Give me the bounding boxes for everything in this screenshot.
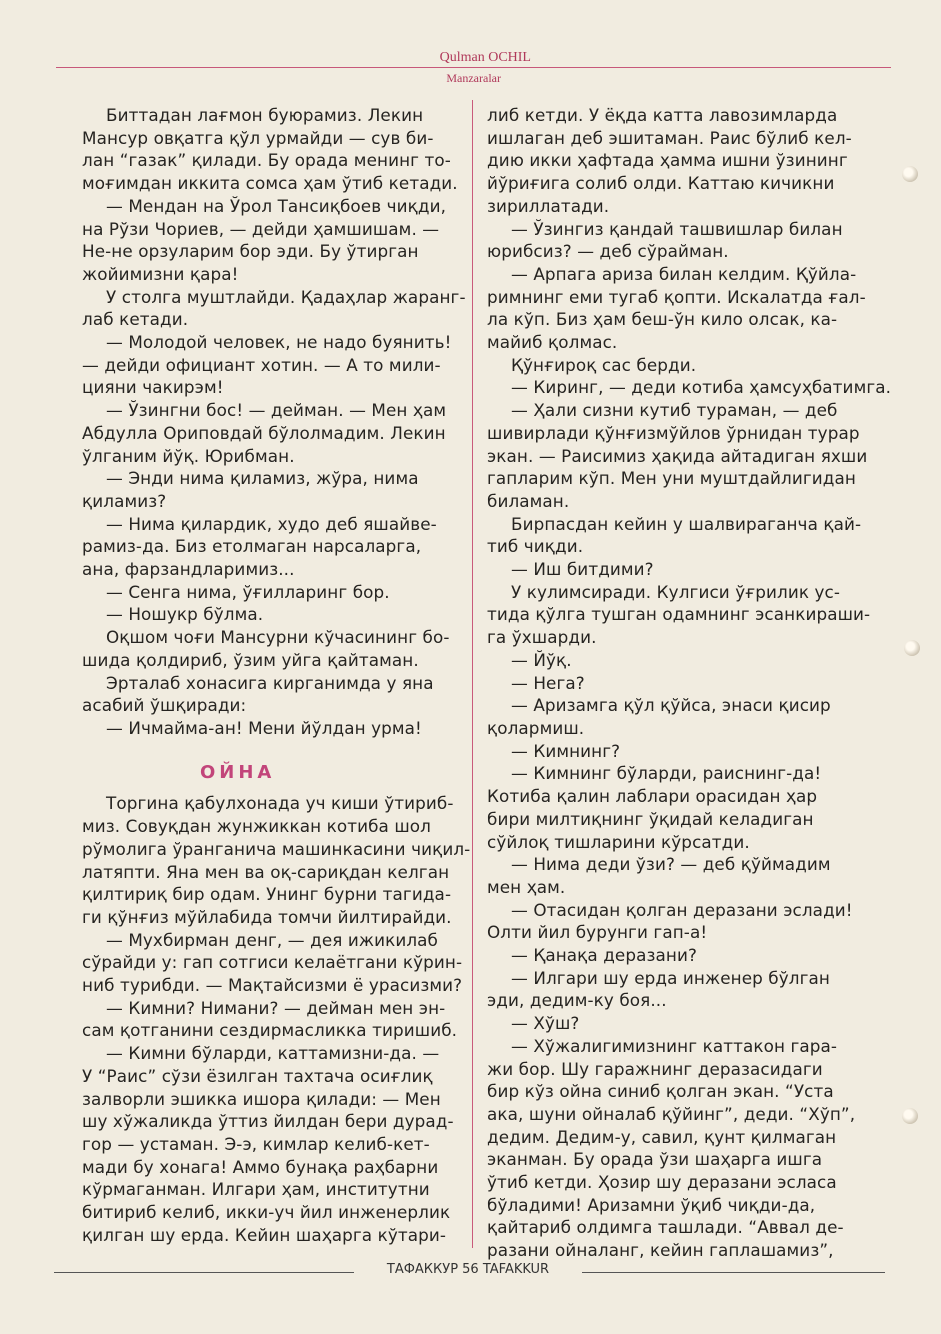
footer-rule-right [582,1272,885,1273]
text-line: Олти йил бурунги гап-а! [487,922,708,943]
text-line: бўладими! Аризамни ўқиб чиқди-да, [487,1194,816,1215]
text-line: сўйлоқ тишларини кўрсатди. [487,831,750,852]
text-line: — Нега? [511,672,585,693]
text-line: ана, фарзандларимиз... [82,559,295,580]
text-line: Бирпасдан кейин у шалвираганча қай- [511,513,862,534]
text-line: — Отасидан қолган деразани эслади! [511,899,853,920]
text-line: Торгина қабулхонада уч киши ўтириб- [106,793,454,814]
left-column-text-b [82,792,471,1246]
text-line: тида қўлга тушган одамнинг эсанкираши- [487,604,871,625]
text-line: асабий ўшқиради: [82,695,247,716]
text-line: биламан. [487,490,570,511]
text-line: қилган шу ерда. Кейин шаҳарга кўтари- [82,1224,447,1245]
text-line: ниб турибди. — Мақтайсизми ё урасизми? [82,975,463,996]
text-line: миз. Совуқдан жунжиккан котиба шол [82,816,431,837]
text-line: гапларим кўп. Мен уни муштдайлигидан [487,468,856,489]
text-line: — Ичмайма-ан! Мени йўлдан урма! [106,717,422,738]
text-line: — Кимнинг? [511,740,621,761]
right-column-text [487,104,892,1262]
text-line: латяпти. Яна мен ва оқ-сариқдан келган [82,861,450,882]
text-line: — Мендан на Ўрол Тансиқбоев чиқди, [106,195,447,216]
text-line: гор — устаман. Э-э, кимлар келиб-кет- [82,1133,430,1154]
text-line: Котиба қалин лаблари орасидан ҳар [487,786,818,807]
text-line: йўриғига солиб олди. Каттаю кичикни [487,173,835,194]
text-line: — Аризамга қўл қўйса, энаси қисир [511,695,831,716]
text-line: — Кимни бўларди, каттамизни-да. — [106,1043,440,1064]
text-line: ги қўнғиз мўйлабида томчи йилтирайди. [82,906,452,927]
text-line: га ўхшарди. [487,627,597,648]
text-line: — Ўзингни бос! — дейман. — Мен ҳам [106,400,447,421]
binder-hole-icon [904,640,920,656]
text-line: қолармиш. [487,717,585,738]
text-line: майиб қолмас. [487,332,618,353]
text-line: шу хўжаликда ўттиз йилдан бери дурад- [82,1111,454,1132]
text-line: Мансур овқатга қўл урмайди — сув би- [82,127,434,148]
header-rule [56,67,891,68]
text-line: жи бор. Шу гаражнинг деразасидаги [487,1058,823,1079]
text-line: эди, дедим-ку боя... [487,990,667,1011]
text-line: — Нима қилардик, худо деб яшайве- [106,513,437,534]
text-line: ака, шуни ойналаб қўйинг”, деди. “Хўп”, [487,1103,856,1124]
text-line: битириб келиб, икки-уч йил инженерлик [82,1202,451,1223]
text-line: — Кимнинг бўларди, раиснинг-да! [511,763,822,784]
column-divider [472,100,473,1248]
text-line: ишлаган деб эшитаман. Раис бўлиб кел- [487,127,852,148]
text-line: — Молодой человек, не надо буянить! [106,332,452,353]
text-line: мади бу хонага! Аммо бунақа раҳбарни [82,1156,439,1177]
header-section: Manzaralar [446,71,501,85]
text-line: лаб кетади. [82,309,189,330]
text-line: — Хўжалигимизнинг каттакон гара- [511,1035,838,1056]
text-line: — Хўш? [511,1013,580,1034]
text-line: на Рўзи Чориев, — дейди ҳамшишам. — [82,218,440,239]
text-line: мен ҳам. [487,876,566,897]
footer-page-label: ТАФАККУР 56 TAFAKKUR [386,1262,550,1277]
text-line: ўтиб кетди. Ҳозир шу деразани эсласа [487,1172,837,1193]
text-line: ла кўп. Биз ҳам беш-ўн кило олсак, ка- [487,309,838,330]
text-line: — Мухбирман денг, — дея ижикилаб [106,929,438,950]
text-line: У “Раис” сўзи ёзилган тахтача осиғлиқ [82,1065,433,1086]
text-line: Не-не орзуларим бор эди. Бу ўтирган [82,241,419,262]
right-column [487,104,892,1262]
text-line: — Йўқ. [511,649,572,670]
text-line: юрибсиз? — деб сўрайман. [487,241,729,262]
text-line: Қўнғироқ сас берди. [511,354,697,375]
binder-hole-icon [902,166,918,182]
text-line: — Энди нима қиламиз, жўра, нима [106,468,419,489]
text-line: — Ўзингиз қандай ташвишлар билан [511,218,843,239]
text-line: зириллатади. [487,195,610,216]
text-line: бири милтиқнинг ўқидай келадиган [487,808,814,829]
text-line: — дейди официант хотин. — А то мили- [82,354,441,375]
text-line: кўрмаганман. Илгари ҳам, институтни [82,1179,430,1200]
text-line: сўрайди у: гап сотгиси келаётгани кўрин- [82,952,463,973]
text-line: — Илгари шу ерда инженер бўлган [511,967,830,988]
text-line: тиб чиқди. [487,536,584,557]
text-line: Абдулла Ориповдай бўлолмадим. Лекин [82,422,446,443]
section-title: ОЙНА [200,761,276,783]
text-line: — Қанақа деразани? [511,945,697,966]
text-line: сам қотганини сездирмасликка тиришиб. [82,1020,458,1041]
text-line: рўмолига ўранганича машинкасини чиқил- [82,838,471,859]
text-line: Эрталаб хонасига кирганимда у яна [106,672,434,693]
text-line: бир кўз ойна синиб қолган экан. “Уста [487,1081,834,1102]
binder-hole-icon [902,1108,918,1124]
text-line: экан. — Раисимиз ҳақида айтадиган яхши [487,445,868,466]
text-line: залворли эшикка ишора қилади: — Мен [82,1088,441,1109]
text-line: ўлганим йўқ. Юрибман. [82,445,295,466]
text-line: лан “газак” қилади. Бу орада менинг то- [82,150,451,171]
text-line: қиламиз? [82,490,167,511]
text-line: шивирлади қўнғизмўйлов ўрнидан турар [487,422,860,443]
footer-rule-left [54,1272,354,1273]
text-line: — Ношукр бўлма. [106,604,264,625]
text-line: — Иш битдими? [511,559,654,580]
text-line: рамиз-да. Биз етолмаган нарсаларга, [82,536,422,557]
text-line: У столга муштлайди. Қадаҳлар жаранг- [106,286,466,307]
text-line: Оқшом чоғи Мансурни кўчасининг бо- [106,627,450,648]
text-line: — Ҳали сизни кутиб тураман, — деб [511,400,838,421]
text-line: — Нима деди ўзи? — деб қўймадим [511,854,831,875]
text-line: — Арпага ариза билан келдим. Қўйла- [511,263,857,284]
text-line: — Кимни? Нимани? — дейман мен эн- [106,997,446,1018]
text-line: жойимизни қара! [82,263,239,284]
text-line: қайтариб олдимга ташлади. “Аввал де- [487,1217,844,1238]
text-line: эканман. Бу орада ўзи шаҳарга ишга [487,1149,823,1170]
left-column-text-a [82,104,466,740]
text-line: қилтириқ бир одам. Унинг бурни тагида- [82,884,452,905]
text-line: разани ойналанг, кейин гаплашамиз”, [487,1240,834,1261]
text-line: римнинг еми тугаб қопти. Искалатда ғал- [487,286,866,307]
text-line: либ кетди. У ёқда катта лавозимларда [487,105,838,125]
text-line: Биттадан лағмон буюрамиз. Лекин [106,105,424,125]
text-line: — Сенга нима, ўғилларинг бор. [106,581,390,602]
text-line: моғимдан иккита сомса ҳам ўтиб кетади. [82,173,458,194]
text-line: — Киринг, — деди котиба ҳамсуҳбатимга. [511,377,892,398]
text-line: дию икки ҳафтада ҳамма ишни ўзининг [487,150,848,171]
left-column [82,104,471,1246]
text-line: цияни чакирэм! [82,377,224,398]
text-line: У кулимсиради. Кулгиси ўғрилик ус- [511,581,841,602]
header-author: Qulman OCHIL [439,50,531,65]
text-line: шида қолдириб, ўзим уйга қайтаман. [82,649,419,670]
text-line: дедим. Дедим-у, савил, қунт қилмаган [487,1126,837,1147]
